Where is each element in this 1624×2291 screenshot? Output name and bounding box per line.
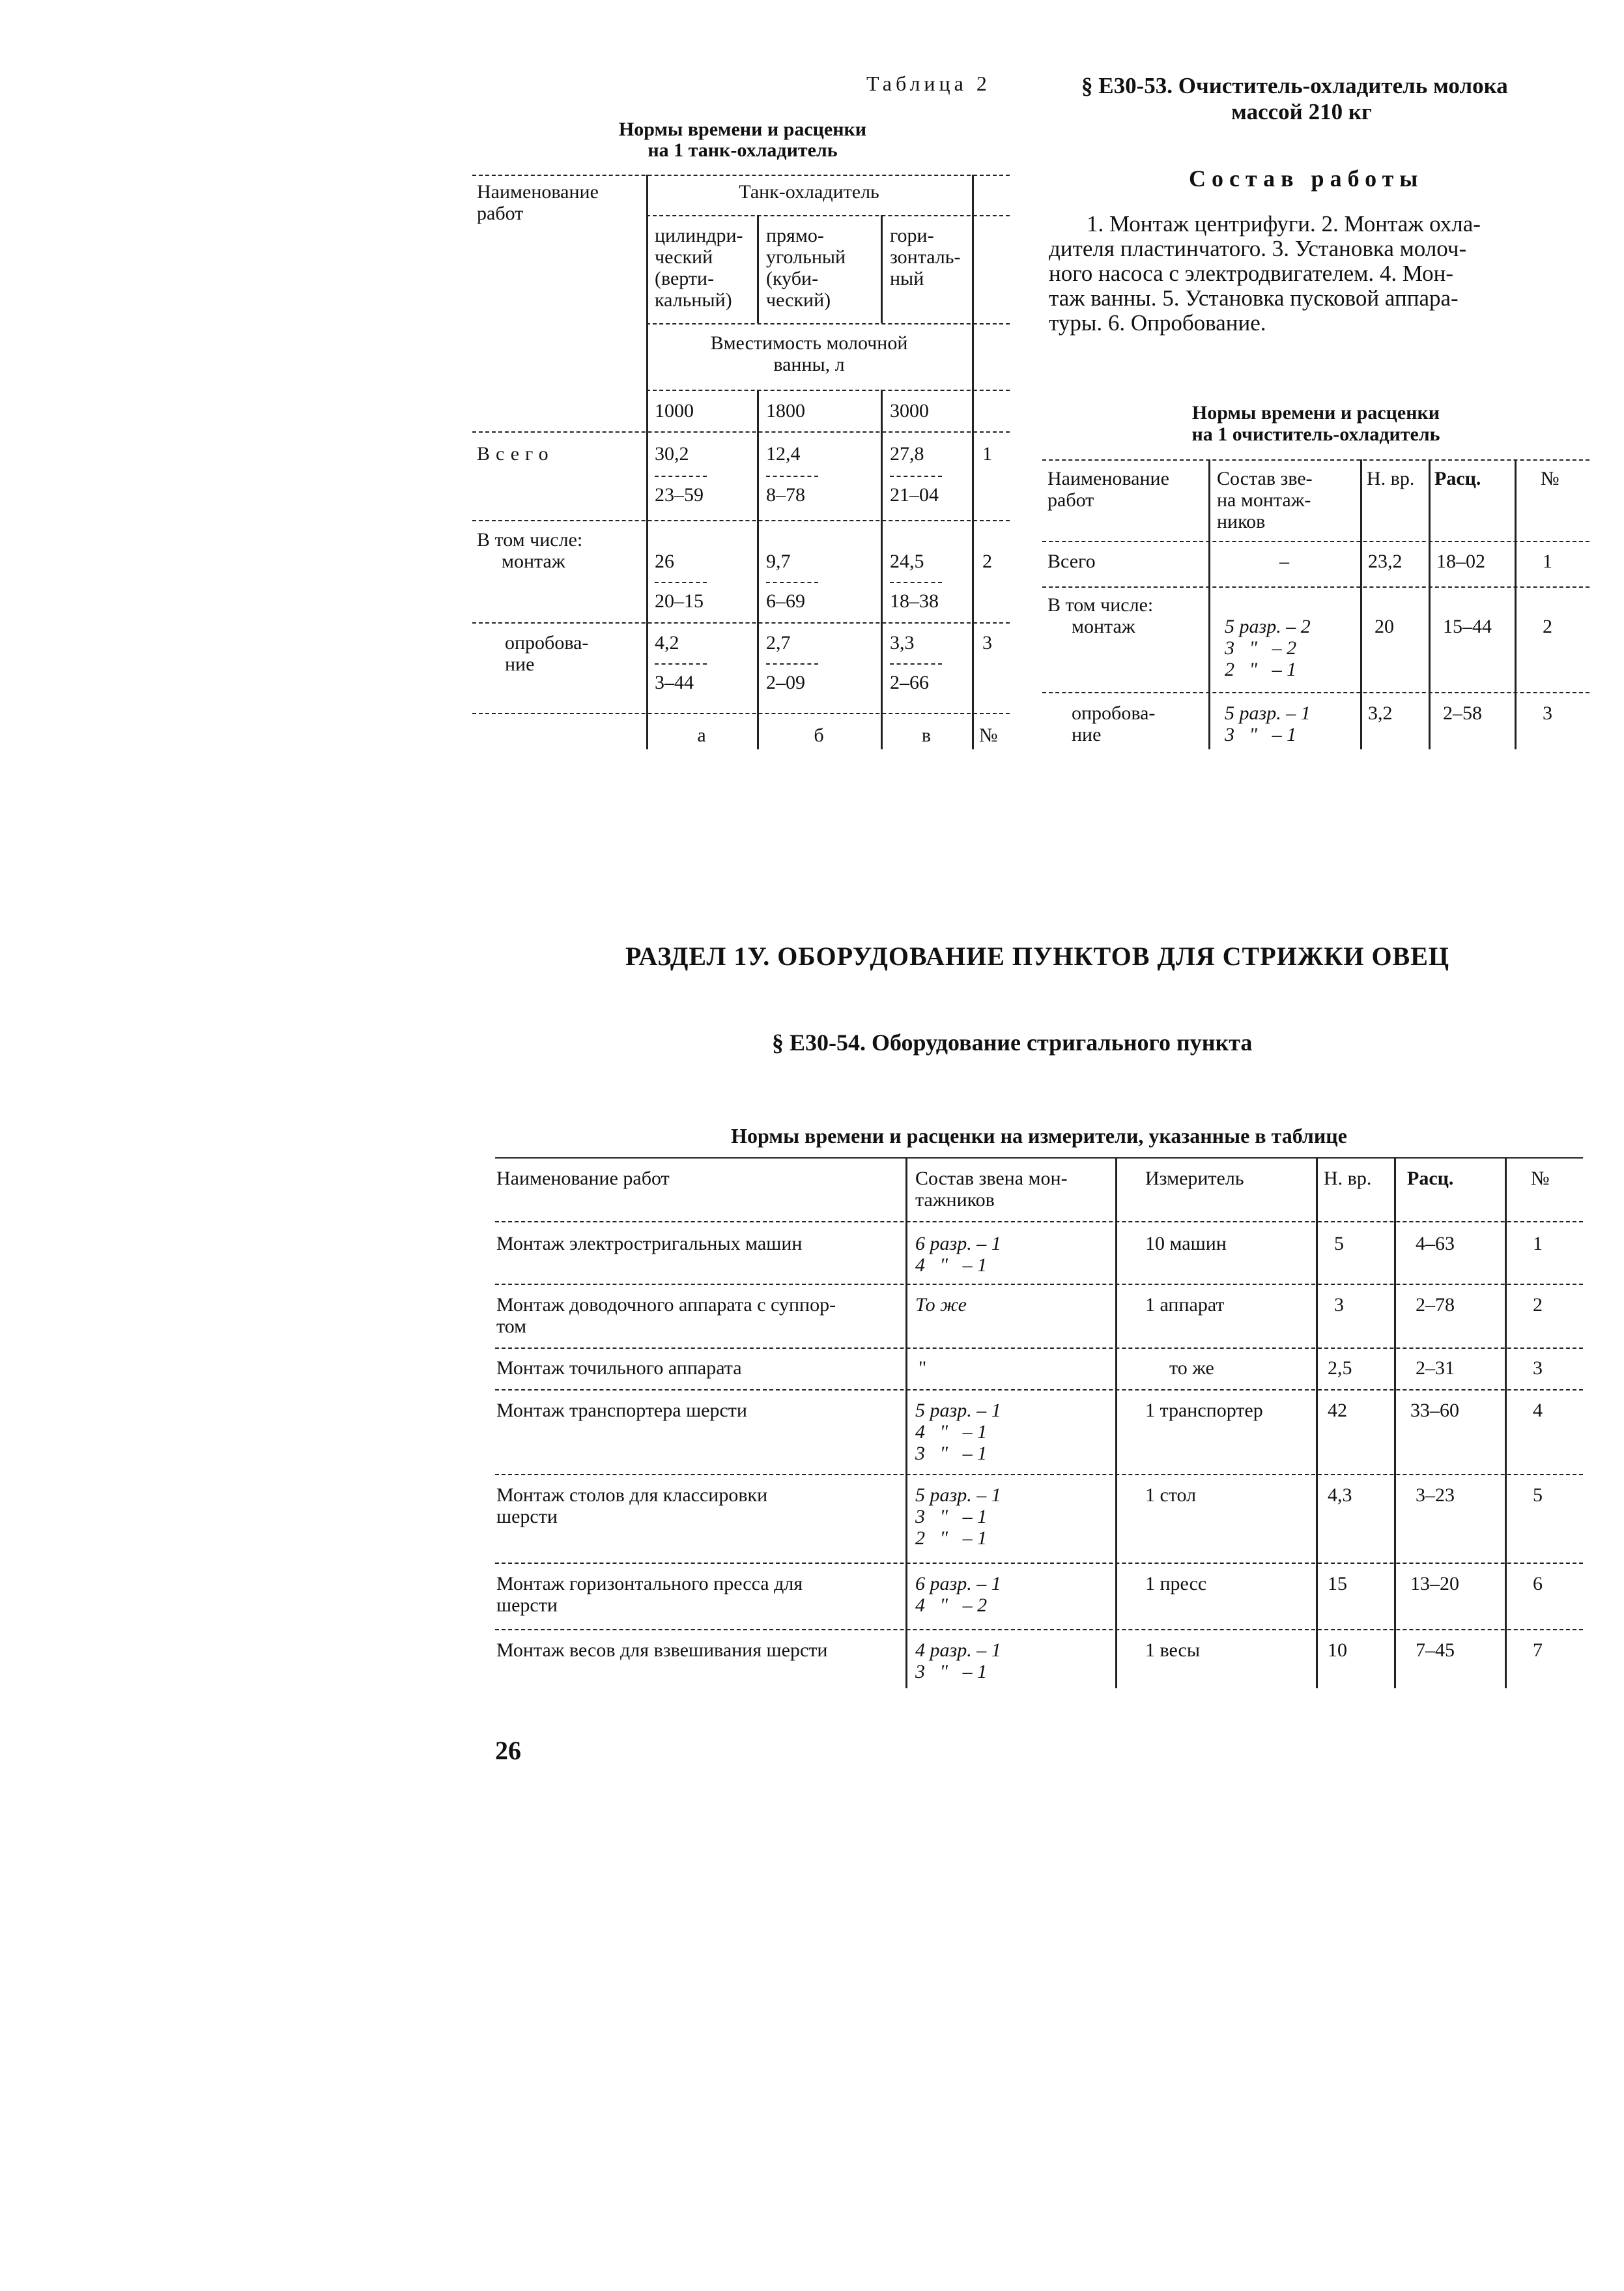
t2-row-name: В том числе: — [477, 529, 583, 551]
t2-rule-top — [472, 175, 1010, 176]
t3-row-crew: То же — [915, 1294, 967, 1316]
t2-capacity-value: 1000 — [655, 400, 694, 422]
e53-title: массой 210 кг — [1231, 99, 1372, 124]
e53-composition-title: Состав работы — [1189, 166, 1424, 192]
t2-rule — [646, 323, 1010, 324]
t3-rule-top — [495, 1157, 1583, 1159]
t3-rule — [495, 1389, 1583, 1390]
e53-row-nvr: 23,2 — [1368, 551, 1403, 572]
t3-row-unit: 10 машин — [1145, 1233, 1227, 1254]
t2-rate: 6–69 — [766, 590, 805, 612]
t2-rule — [472, 622, 1010, 624]
t3-row-crew: 6 разр. – 1 — [915, 1573, 1001, 1594]
t2-rate: 21–04 — [890, 484, 939, 506]
e53-header-no: № — [1541, 468, 1560, 489]
t3-row-no: 1 — [1533, 1233, 1543, 1254]
e53-row-name: Всего — [1047, 551, 1096, 572]
t3-row-rate: 7–45 — [1416, 1639, 1455, 1661]
t3-rule — [495, 1284, 1583, 1285]
t3-row-crew: 2 " – 1 — [915, 1527, 988, 1549]
t2-rule — [472, 431, 1010, 433]
e53-rule — [1042, 586, 1589, 588]
e53-col-line — [1360, 459, 1362, 749]
table-2-caption-line1: Нормы времени и расценки — [618, 119, 867, 140]
t2-rate: 2–66 — [890, 672, 929, 693]
e53-row-rate: 2–58 — [1443, 702, 1482, 724]
t2-header-capacity: ванны, л — [773, 354, 845, 375]
t3-row-rate: 4–63 — [1416, 1233, 1455, 1254]
t2-rule — [472, 713, 1010, 714]
e53-header-crew: ников — [1217, 511, 1266, 532]
t3-row-nvr: 5 — [1334, 1233, 1344, 1254]
t2-rate: 23–59 — [655, 484, 704, 506]
t3-row-nvr: 10 — [1328, 1639, 1347, 1661]
t2-header-name: Наименование — [477, 181, 599, 203]
e53-col-line — [1429, 459, 1431, 749]
e53-header-crew: Состав зве- — [1217, 468, 1313, 489]
t3-rule — [495, 1347, 1583, 1349]
t2-rate: 3–44 — [655, 672, 694, 693]
t2-header-rect: прямо- — [766, 225, 824, 246]
e53-header-name: Наименование — [1047, 468, 1169, 489]
e53-rule-top — [1042, 459, 1589, 461]
t2-row-name: монтаж — [502, 551, 565, 572]
t3-row-nvr: 4,3 — [1328, 1484, 1352, 1506]
e53-composition-line: дителя пластинчатого. 3. Установка молоч- — [1049, 236, 1467, 261]
t2-value: 3,3 — [890, 632, 915, 654]
t3-row-no: 3 — [1533, 1357, 1543, 1379]
t2-row-no: 1 — [982, 443, 992, 465]
t2-header-rect: угольный — [766, 246, 846, 268]
t3-row-crew: 4 разр. – 1 — [915, 1639, 1001, 1661]
e53-rule — [1042, 692, 1589, 693]
t3-row-crew: 3 " – 1 — [915, 1661, 988, 1682]
t2-row-name: опробова- — [505, 632, 589, 654]
t3-header-no: № — [1531, 1168, 1550, 1189]
t3-row-name: шерсти — [496, 1506, 558, 1527]
t3-row-name: Монтаж горизонтального пресса для — [496, 1573, 803, 1594]
t3-row-no: 4 — [1533, 1400, 1543, 1421]
t3-header-crew: Состав звена мон- — [915, 1168, 1068, 1189]
e53-row-nvr: 20 — [1375, 616, 1394, 637]
t2-header-tank: Танк-охладитель — [739, 181, 879, 203]
t3-header-nvr: Н. вр. — [1324, 1168, 1372, 1189]
t2-value: 2,7 — [766, 632, 791, 654]
e53-rule — [1042, 541, 1589, 542]
e53-row-nvr: 3,2 — [1368, 702, 1393, 724]
t2-value: 26 — [655, 551, 674, 572]
t3-row-crew: 3 " – 1 — [915, 1443, 988, 1464]
table-number: Таблица 2 — [866, 72, 991, 95]
t2-header-horiz: зонталь- — [890, 246, 961, 268]
t3-row-crew: 4 " – 1 — [915, 1254, 988, 1276]
t2-value: 4,2 — [655, 632, 679, 654]
e53-row-rate: 18–02 — [1436, 551, 1485, 572]
t2-col-letter: № — [979, 725, 998, 746]
e53-row-no: 1 — [1543, 551, 1552, 572]
e53-caption: Нормы времени и расценки — [1191, 402, 1440, 424]
e53-header-rate: Расц. — [1434, 468, 1481, 489]
e53-row-crew: 3 " – 1 — [1225, 724, 1297, 745]
t3-row-nvr: 15 — [1328, 1573, 1347, 1594]
t3-rule — [495, 1629, 1583, 1630]
t2-header-cyl: цилиндри- — [655, 225, 743, 246]
t3-row-name: Монтаж электростригальных машин — [496, 1233, 803, 1254]
t2-header-cyl: кальный) — [655, 289, 732, 311]
t3-row-nvr: 2,5 — [1328, 1357, 1352, 1379]
table-3-caption: Нормы времени и расценки на измерители, указанные в таблице — [731, 1124, 1347, 1147]
e53-row-no: 3 — [1543, 702, 1552, 724]
e53-row-crew: 2 " – 1 — [1225, 659, 1297, 680]
e53-row-crew: 5 разр. – 1 — [1225, 702, 1311, 724]
t3-col-line — [1316, 1157, 1318, 1688]
t2-rule — [646, 390, 1010, 391]
t2-col-line — [646, 175, 648, 749]
t3-rule — [495, 1221, 1583, 1222]
t3-row-name: том — [496, 1316, 527, 1337]
t2-value: 24,5 — [890, 551, 924, 572]
t3-rule — [495, 1563, 1583, 1564]
t2-col-letter: в — [921, 725, 932, 746]
t2-header-horiz: гори- — [890, 225, 934, 246]
t3-col-line — [905, 1157, 907, 1688]
t3-row-name: Монтаж столов для классировки — [496, 1484, 768, 1506]
t2-col-line — [757, 390, 759, 749]
t2-value: 12,4 — [766, 443, 801, 465]
t3-header-crew: тажников — [915, 1189, 995, 1211]
t2-row-name: Всего — [477, 443, 554, 465]
t3-row-name: Монтаж точильного аппарата — [496, 1357, 742, 1379]
e53-row-name: опробова- — [1072, 702, 1156, 724]
t2-col-letter: а — [697, 725, 706, 746]
t3-header-unit: Измеритель — [1145, 1168, 1244, 1189]
t2-header-horiz: ный — [890, 268, 924, 289]
t2-value: 30,2 — [655, 443, 689, 465]
t3-row-no: 6 — [1533, 1573, 1543, 1594]
section-title: РАЗДЕЛ 1У. ОБОРУДОВАНИЕ ПУНКТОВ ДЛЯ СТРИЖКИ ОВЕЦ — [625, 942, 1450, 971]
t3-row-crew: 5 разр. – 1 — [915, 1484, 1001, 1506]
e53-row-name: В том числе: — [1047, 594, 1154, 616]
t3-row-rate: 2–31 — [1416, 1357, 1455, 1379]
t2-header-cyl: ческий — [655, 246, 713, 268]
e53-col-line — [1208, 459, 1210, 749]
e53-row-rate: 15–44 — [1443, 616, 1492, 637]
e53-composition-line: ного насоса с электродвигателем. 4. Мон- — [1049, 261, 1453, 286]
e53-composition-line: туры. 6. Опробование. — [1049, 310, 1266, 336]
e53-title: § Е30-53. Очиститель-охладитель молока — [1081, 73, 1508, 98]
t2-row-no: 2 — [982, 551, 992, 572]
t3-row-name: Монтаж весов для взвешивания шерсти — [496, 1639, 828, 1661]
e53-row-crew: – — [1279, 551, 1289, 572]
t2-capacity-value: 1800 — [766, 400, 805, 422]
e53-header-name: работ — [1047, 489, 1094, 511]
e53-caption: на 1 очиститель-охладитель — [1191, 424, 1440, 445]
t2-rate: 18–38 — [890, 590, 939, 612]
t3-row-crew: 4 " – 2 — [915, 1594, 988, 1616]
e53-composition-line: таж ванны. 5. Установка пусковой аппара- — [1049, 285, 1459, 311]
t3-row-crew: " — [919, 1357, 927, 1379]
t3-row-rate: 13–20 — [1410, 1573, 1459, 1594]
e53-header-crew: на монтаж- — [1217, 489, 1311, 511]
t3-rule — [495, 1474, 1583, 1475]
t3-col-line — [1115, 1157, 1117, 1688]
t3-row-unit: 1 транспортер — [1145, 1400, 1263, 1421]
t2-header-rect: ческий) — [766, 289, 831, 311]
e53-row-name: ние — [1072, 724, 1102, 745]
section-subtitle: § Е30-54. Оборудование стригального пункта — [772, 1030, 1253, 1056]
t3-row-crew: 3 " – 1 — [915, 1506, 988, 1527]
t3-row-crew: 6 разр. – 1 — [915, 1233, 1001, 1254]
t3-row-nvr: 42 — [1328, 1400, 1347, 1421]
t2-col-line — [881, 215, 883, 323]
e53-row-no: 2 — [1543, 616, 1552, 637]
t2-rate: 2–09 — [766, 672, 805, 693]
t3-row-rate: 33–60 — [1410, 1400, 1459, 1421]
t2-rule — [472, 520, 1010, 521]
t3-col-line — [1394, 1157, 1396, 1688]
page-number: 26 — [495, 1736, 521, 1765]
e53-composition-line: 1. Монтаж центрифуги. 2. Монтаж охла- — [1087, 211, 1481, 237]
t2-col-line — [972, 175, 974, 749]
t3-row-rate: 3–23 — [1416, 1484, 1455, 1506]
t2-value: 27,8 — [890, 443, 924, 465]
t3-row-unit: 1 весы — [1145, 1639, 1201, 1661]
t2-capacity-value: 3000 — [890, 400, 929, 422]
t3-row-unit: 1 аппарат — [1145, 1294, 1225, 1316]
t3-row-no: 2 — [1533, 1294, 1543, 1316]
t2-value: 9,7 — [766, 551, 791, 572]
t3-row-unit: 1 стол — [1145, 1484, 1197, 1506]
t2-row-name: ние — [505, 654, 535, 675]
table-2-caption-line2: на 1 танк-охладитель — [648, 139, 838, 161]
t2-header-cyl: (верти- — [655, 268, 715, 289]
e53-row-name: монтаж — [1072, 616, 1135, 637]
t2-rate: 20–15 — [655, 590, 704, 612]
t2-header-name: работ — [477, 203, 524, 224]
t3-row-nvr: 3 — [1334, 1294, 1344, 1316]
t2-col-line — [757, 215, 759, 323]
t3-row-name: Монтаж доводочного аппарата с суппор- — [496, 1294, 836, 1316]
t3-row-unit: то же — [1169, 1357, 1214, 1379]
t3-row-rate: 2–78 — [1416, 1294, 1455, 1316]
t3-row-name: шерсти — [496, 1594, 558, 1616]
t3-row-crew: 4 " – 1 — [915, 1421, 988, 1443]
e53-header-nvr: Н. вр. — [1367, 468, 1415, 489]
t3-row-no: 7 — [1533, 1639, 1543, 1661]
t2-row-no: 3 — [982, 632, 992, 654]
t3-row-crew: 5 разр. – 1 — [915, 1400, 1001, 1421]
t2-rate: 8–78 — [766, 484, 805, 506]
t3-row-name: Монтаж транспортера шерсти — [496, 1400, 747, 1421]
t2-header-capacity: Вместимость молочной — [710, 332, 908, 354]
t2-col-line — [881, 390, 883, 749]
t2-header-rect: (куби- — [766, 268, 819, 289]
t3-col-line — [1505, 1157, 1507, 1688]
t3-row-no: 5 — [1533, 1484, 1543, 1506]
t3-row-unit: 1 пресс — [1145, 1573, 1207, 1594]
t3-header-name: Наименование работ — [496, 1168, 670, 1189]
e53-row-crew: 3 " – 2 — [1225, 637, 1297, 659]
t3-header-rate: Расц. — [1407, 1168, 1454, 1189]
e53-col-line — [1515, 459, 1517, 749]
e53-row-crew: 5 разр. – 2 — [1225, 616, 1311, 637]
t2-rule — [646, 215, 1010, 216]
t2-col-letter: б — [814, 725, 824, 746]
